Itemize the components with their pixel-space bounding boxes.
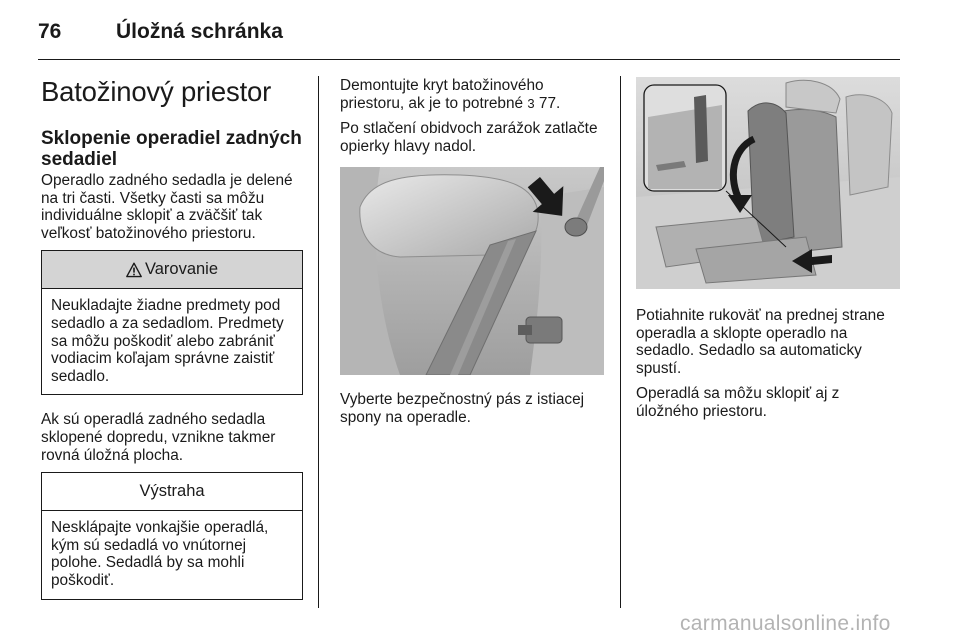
warning-box-header [42, 251, 302, 289]
column-1 [41, 76, 306, 616]
warning-box [41, 250, 303, 395]
column-2 [340, 77, 608, 435]
warning-box-title: Varovanie [144, 260, 219, 279]
chapter-title: Úložná schránka [116, 20, 283, 43]
headrest-illustration [340, 167, 604, 375]
page-reference-link[interactable]: 77. [538, 94, 561, 112]
subsection-title: Sklopenie operadiel zadných sedadiel [41, 128, 302, 170]
page-reference-icon: 3 [527, 95, 535, 111]
headrest-paragraph: Po stlačení obidvoch zarážok zatlačte opierky hlavy nadol. [340, 120, 598, 155]
caution-box-body: Nesklápajte vonkajšie operadlá, kým sú sedadlá vo vnútornej polohe. Sedadlá by sa mohli poškodiť. [51, 519, 269, 589]
section-title: Batožinový priestor [41, 76, 272, 107]
page-number: 76 [38, 20, 62, 43]
remove-cover-text: Demontujte kryt batožinového priestoru, ak je to potrebné [340, 77, 544, 112]
caution-box [41, 472, 303, 599]
column-divider [318, 76, 319, 608]
warning-triangle-icon [126, 262, 142, 278]
column-3 [636, 77, 904, 429]
warning-box-body: Neukladajte žiadne predmety pod sedadlo a za sedadlom. Predmety sa môžu poškodiť alebo zabrániť vodiacim koľajam správne zaistiť sedadlo. [51, 297, 284, 385]
illustration-caption: Vyberte bezpečnostný pás z istiacej spony na operadle. [340, 391, 585, 426]
watermark: carmanualsonline.info [680, 612, 891, 635]
pull-handle-paragraph: Potiahnite rukoväť na prednej strane operadla a sklopte operadlo na sedadlo. Sedadlo sa automaticky spustí. [636, 307, 885, 377]
caution-box-header: Výstraha [42, 473, 302, 511]
column-divider [620, 76, 621, 608]
fold-from-trunk-paragraph: Operadlá sa môžu sklopiť aj z úložného priestoru. [636, 385, 840, 420]
fold-seatback-illustration [636, 77, 900, 289]
intro-paragraph: Operadlo zadného sedadla je delené na tri časti. Všetky časti sa môžu individuálne sklopiť a zväčšiť tak veľkosť batožinového priestoru. [41, 172, 293, 242]
flat-surface-paragraph: Ak sú operadlá zadného sedadla sklopené dopredu, vznikne takmer rovná úložná plocha. [41, 411, 276, 464]
header-rule [38, 59, 900, 60]
remove-cover-paragraph [340, 77, 608, 112]
